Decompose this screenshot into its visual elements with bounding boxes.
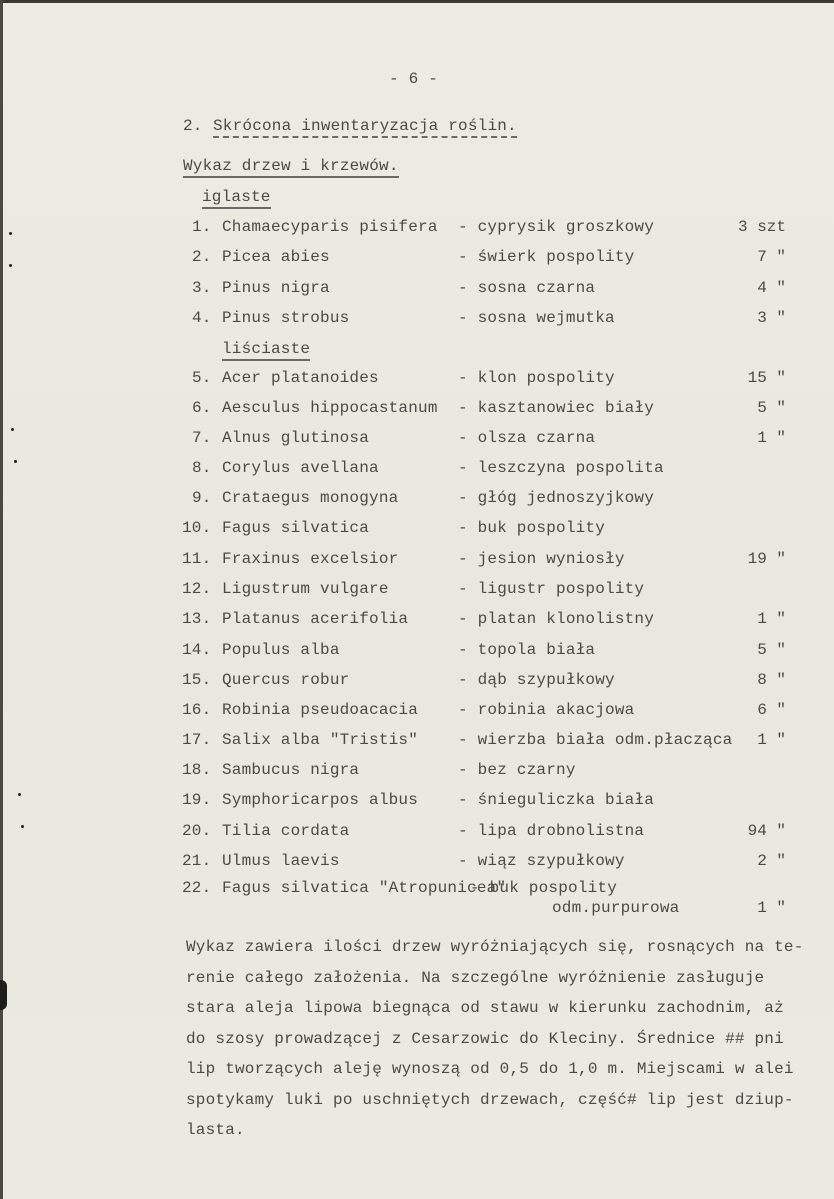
quantity: 1 " (757, 610, 786, 628)
section-number: 2. (183, 117, 203, 135)
margin-dot (9, 264, 12, 267)
latin-name: Fagus silvatica "Atropunicea" (222, 879, 507, 897)
latin-name: Salix alba "Tristis" (222, 731, 419, 749)
quantity: 3 " (757, 309, 786, 327)
paragraph-line: do szosy prowadzącej z Cesarzowic do Kleciny. Średnice ## pni (186, 1029, 784, 1048)
item-number: 7. (192, 429, 212, 447)
item-number: 18. (182, 761, 212, 779)
list-heading: Wykaz drzew i krzewów. (183, 157, 399, 178)
item-number: 2. (192, 248, 212, 266)
polish-name: - wiąz szypułkowy (458, 852, 625, 870)
item-number: 21. (182, 852, 212, 870)
latin-name: Populus alba (222, 641, 340, 659)
polish-name: - sosna czarna (458, 279, 596, 297)
latin-name: Symphoricarpos albus (222, 791, 419, 809)
group-label-conifers: iglaste (202, 188, 271, 209)
latin-name: Aesculus hippocastanum (222, 399, 438, 417)
polish-name: - leszczyna pospolita (458, 459, 664, 477)
polish-name: - kasztanowiec biały (458, 399, 655, 417)
polish-name: - robinia akacjowa (458, 701, 635, 719)
item-number: 8. (192, 459, 212, 477)
quantity: 4 " (757, 279, 786, 297)
polish-name: - głóg jednoszyjkowy (458, 489, 655, 507)
quantity: 15 " (747, 369, 786, 387)
item-number: 5. (192, 369, 212, 387)
latin-name: Tilia cordata (222, 822, 350, 840)
item-number: 20. (182, 822, 212, 840)
margin-dot (14, 460, 17, 463)
item-number: 6. (192, 399, 212, 417)
quantity: 5 " (757, 399, 786, 417)
latin-name: Pinus nigra (222, 279, 330, 297)
latin-name: Chamaecyparis pisifera (222, 218, 438, 236)
polish-name: - sosna wejmutka (458, 309, 615, 327)
polish-name: - buk pospolity (458, 519, 606, 537)
item-number: 3. (192, 279, 212, 297)
quantity: 1 " (757, 731, 786, 749)
polish-name: - cyprysik groszkowy (458, 218, 655, 236)
quantity: 8 " (757, 671, 786, 689)
margin-dot (21, 825, 24, 828)
paragraph-line: renie całego założenia. Na szczególne wyróżnienie zasługuje (186, 968, 765, 987)
polish-name-cont: odm.purpurowa (552, 899, 680, 917)
latin-name: Acer platanoides (222, 369, 379, 387)
typewritten-page (3, 3, 834, 1199)
latin-name: Alnus glutinosa (222, 429, 370, 447)
quantity: 7 " (757, 248, 786, 266)
item-number: 4. (192, 309, 212, 327)
item-number: 12. (182, 580, 212, 598)
quantity: 19 " (747, 550, 786, 568)
latin-name: Picea abies (222, 248, 330, 266)
latin-name: Robinia pseudoacacia (222, 701, 419, 719)
quantity: 1 " (757, 429, 786, 447)
item-number: 14. (182, 641, 212, 659)
latin-name: Quercus robur (222, 671, 350, 689)
polish-name: - platan klonolistny (458, 610, 655, 628)
margin-dot (11, 428, 14, 431)
latin-name: Ulmus laevis (222, 852, 340, 870)
paragraph-line: lasta. (186, 1121, 245, 1139)
polish-name: - klon pospolity (458, 369, 615, 387)
item-number: 17. (182, 731, 212, 749)
latin-name: Pinus strobus (222, 309, 350, 327)
paragraph-line: lip tworzących aleję wynoszą od 0,5 do 1,0 m. Miejscami w alei (186, 1060, 794, 1078)
quantity: 94 " (747, 822, 786, 840)
latin-name: Sambucus nigra (222, 761, 360, 779)
paragraph-line: Wykaz zawiera ilości drzew wyróżniających się, rosnących na te- (186, 938, 804, 956)
polish-name: - bez czarny (458, 761, 576, 779)
latin-name: Crataegus monogyna (222, 489, 399, 507)
quantity: 6 " (757, 701, 786, 719)
polish-name: - lipa drobnolistna (458, 822, 645, 840)
polish-name: - ligustr pospolity (458, 580, 645, 598)
paragraph-line: stara aleja lipowa biegnąca od stawu w kierunku zachodnim, aż (186, 999, 784, 1017)
paragraph-line: spotykamy luki po uschniętych drzewach, część# lip jest dziup- (186, 1090, 794, 1109)
section-title: Skrócona inwentaryzacja roślin. (213, 117, 517, 138)
quantity: 3 szt (737, 218, 786, 236)
quantity: 1 " (757, 899, 786, 917)
latin-name: Fraxinus excelsior (222, 550, 399, 568)
item-number: 19. (182, 791, 212, 809)
latin-name: Fagus silvatica (222, 519, 370, 537)
polish-name: - topola biała (458, 641, 596, 659)
quantity: 2 " (757, 852, 786, 870)
item-number: 16. (182, 701, 212, 719)
binder-mark (0, 980, 7, 1010)
polish-name: - śnieguliczka biała (458, 791, 655, 809)
latin-name: Platanus acerifolia (222, 610, 409, 628)
latin-name: Corylus avellana (222, 459, 379, 477)
polish-name: - jesion wyniosły (458, 550, 625, 568)
item-number: 11. (182, 550, 212, 568)
page-number: - 6 - (389, 70, 439, 88)
polish-name: - dąb szypułkowy (458, 671, 615, 689)
polish-name: - świerk pospolity (458, 248, 635, 266)
margin-dot (9, 232, 12, 235)
polish-name: - buk pospolity (470, 879, 618, 897)
item-number: 10. (182, 519, 212, 537)
item-number: 1. (192, 218, 212, 236)
item-number: 13. (182, 610, 212, 628)
group-label-deciduous: liściaste (222, 340, 310, 361)
polish-name: - wierzba biała odm.płacząca (458, 731, 733, 749)
item-number: 9. (192, 489, 212, 507)
quantity: 5 " (757, 641, 786, 659)
margin-dot (18, 793, 21, 796)
latin-name: Ligustrum vulgare (222, 580, 389, 598)
item-number: 22. (182, 879, 212, 897)
polish-name: - olsza czarna (458, 429, 596, 447)
item-number: 15. (182, 671, 212, 689)
